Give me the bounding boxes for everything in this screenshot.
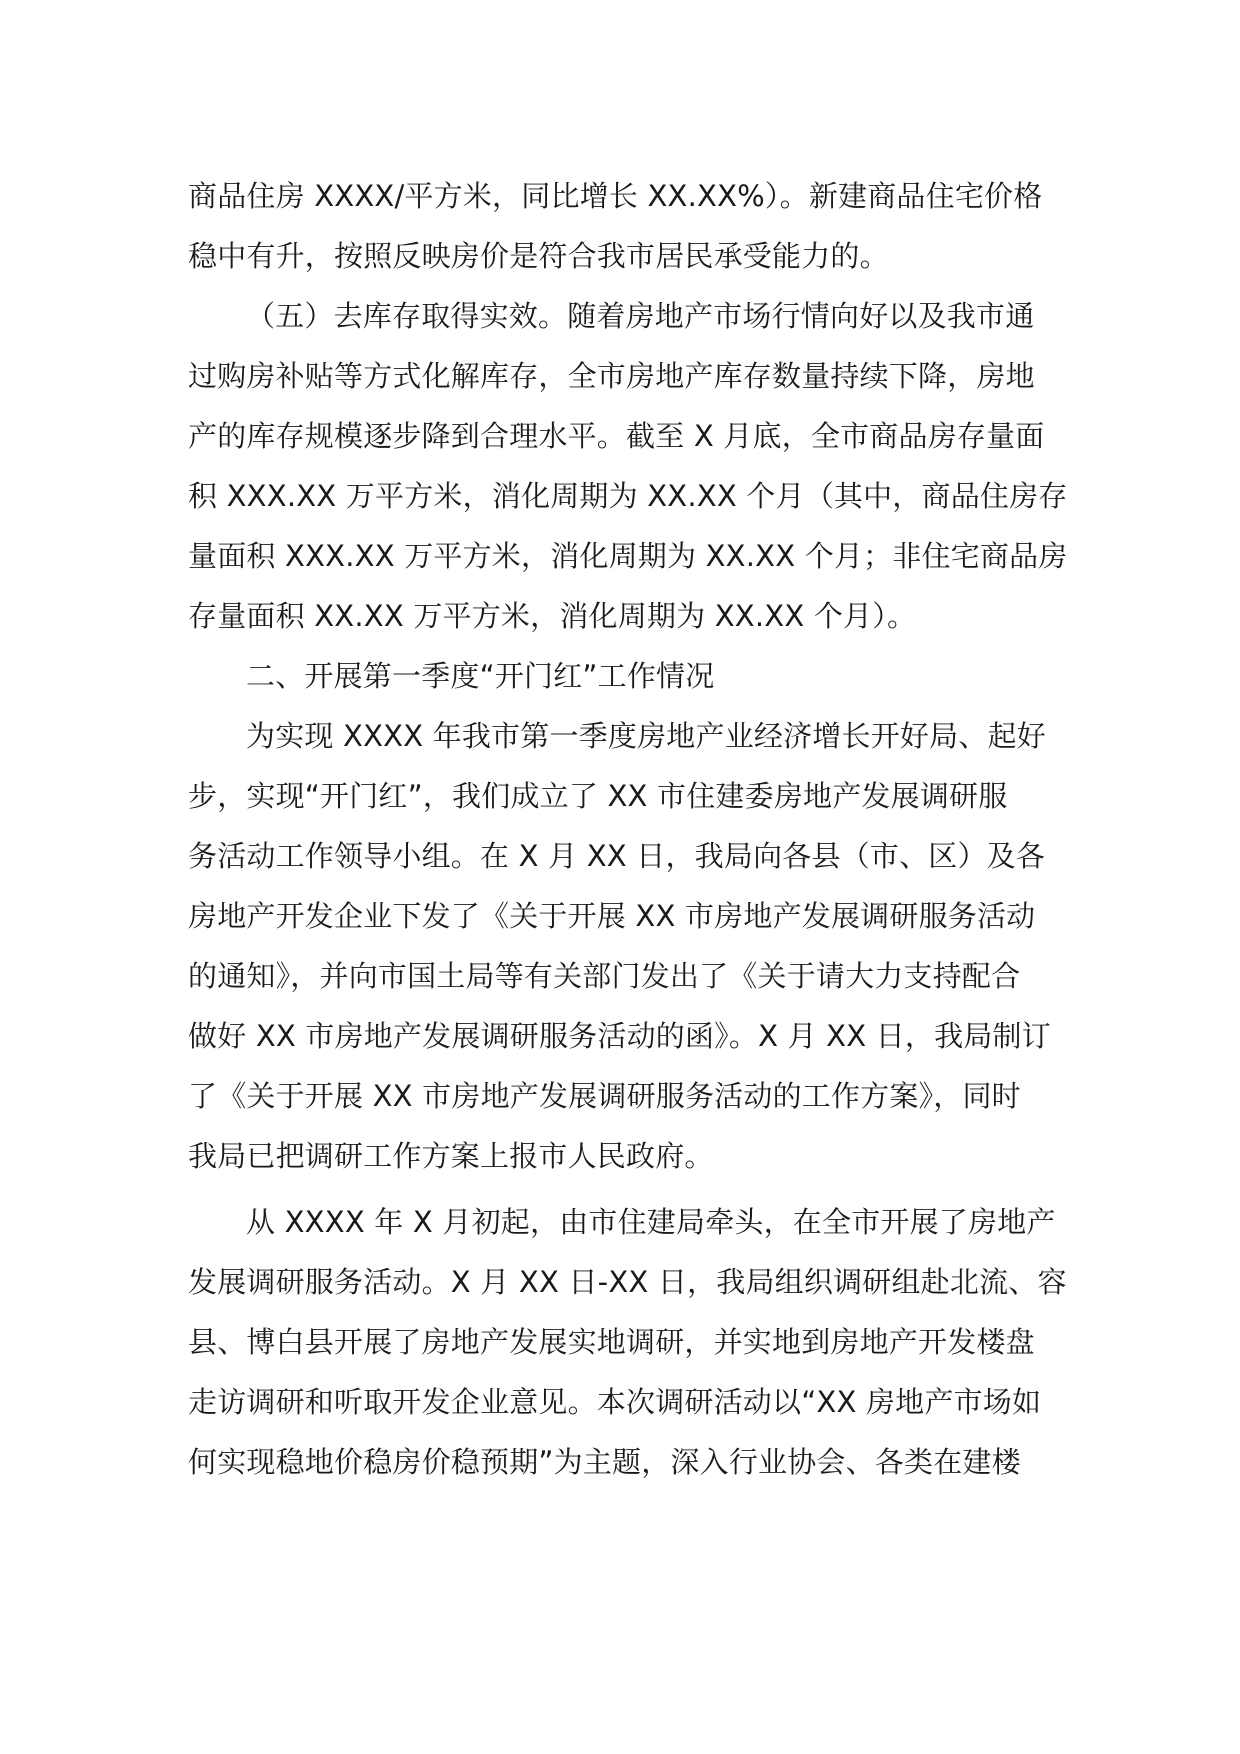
text-line: 过购房补贴等方式化解库存，全市房地产库存数量持续下降，房地 (188, 359, 1035, 393)
text-line: 商品住房 XXXX/平方米，同比增长 XX.XX%）。新建商品住宅价格 (188, 179, 1043, 213)
text-line: 房地产开发企业下发了《关于开展 XX 市房地产发展调研服务活动 (188, 899, 1036, 933)
text-line: 积 XXX.XX 万平方米，消化周期为 XX.XX 个月（其中，商品住房存 (188, 479, 1068, 513)
text-line: 发展调研服务活动。X 月 XX 日-XX 日，我局组织调研组赴北流、容 (188, 1265, 1067, 1299)
text-line: 存量面积 XX.XX 万平方米，消化周期为 XX.XX 个月）。 (188, 599, 917, 633)
section-heading-inventory: （五）去库存取得实效。随着房地产市场行情向好以及我市通 (246, 299, 1035, 333)
text-line: 做好 XX 市房地产发展调研服务活动的函》。X 月 XX 日，我局制订 (188, 1019, 1051, 1053)
text-line: 走访调研和听取开发企业意见。本次调研活动以“XX 房地产市场如 (188, 1385, 1042, 1419)
document-body (188, 166, 1068, 1492)
text-line: 县、博白县开展了房地产发展实地调研，并实地到房地产开发楼盘 (188, 1325, 1035, 1359)
text-line: 的通知》，并向市国土局等有关部门发出了《关于请大力支持配合 (188, 959, 1021, 993)
text-line: 为实现 XXXX 年我市第一季度房地产业经济增长开好局、起好 (246, 719, 1046, 753)
text-line: 稳中有升，按照反映房价是符合我市居民承受能力的。 (188, 239, 889, 273)
text-line: 了《关于开展 XX 市房地产发展调研服务活动的工作方案》，同时 (188, 1079, 1021, 1113)
section-heading-q1: 二、开展第一季度“开门红”工作情况 (246, 659, 715, 693)
text-line: 务活动工作领导小组。在 X 月 XX 日，我局向各县（市、区）及各 (188, 839, 1046, 873)
text-line: 我局已把调研工作方案上报市人民政府。 (188, 1139, 714, 1173)
text-line: 从 XXXX 年 X 月初起，由市住建局牵头，在全市开展了房地产 (246, 1205, 1056, 1239)
text-line: 量面积 XXX.XX 万平方米，消化周期为 XX.XX 个月；非住宅商品房 (188, 539, 1068, 573)
text-line: 何实现稳地价稳房价稳预期”为主题，深入行业协会、各类在建楼 (188, 1445, 1021, 1479)
text-line: 步，实现“开门红”，我们成立了 XX 市住建委房地产发展调研服 (188, 779, 1008, 813)
text-line: 产的库存规模逐步降到合理水平。截至 X 月底，全市商品房存量面 (188, 419, 1045, 453)
